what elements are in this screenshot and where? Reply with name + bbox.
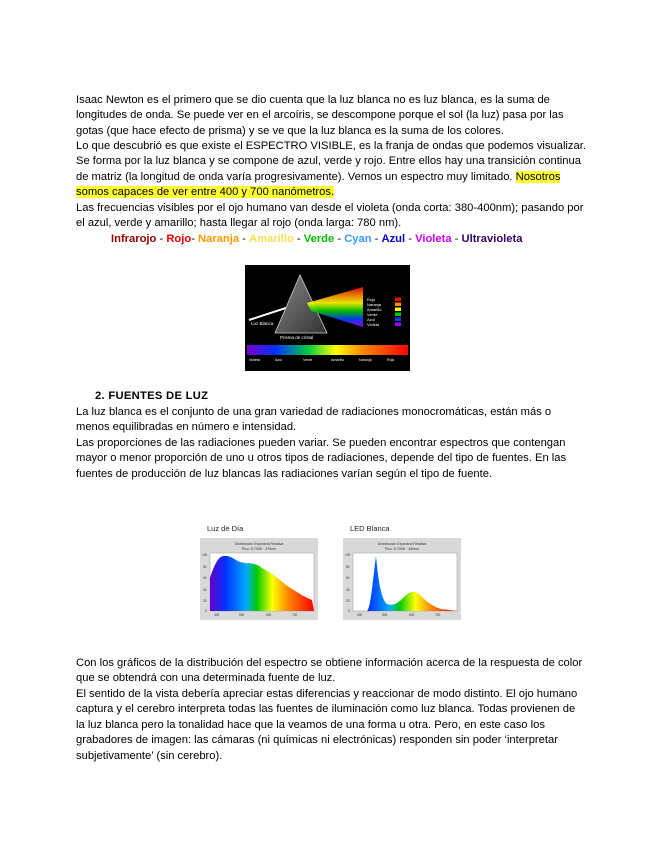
intro-paragraph-3: Las frecuencias visibles por el ojo humano van desde el violeta (onda corta: 380-400nm); pasando por el azul, verde y amarillo; hasta llegar al rojo (onda larga: 780 nm). [76,202,584,230]
daylight-spectrum-chart [200,538,318,620]
x-tick: 700 [435,613,441,617]
intro-paragraph-1: Isaac Newton es el primero que se dio cuenta que la luz blanca no es luz blanca, es la suma de longitudes de onda. Se puede ver en el arcoíris, se descompone porque el sol (la luz) pasa por las gotas (que hace efecto de prisma) y se ve que la luz blanca es la suma de los colores. [76,94,564,137]
y-tick: 60 [346,576,350,580]
legend-swatch [395,318,401,322]
y-tick: 0 [205,609,207,613]
color-word-naranja: Naranja [198,233,240,245]
spectrum-label: Rojo [387,358,395,362]
led-spectrum-chart [343,538,461,620]
x-tick: 500 [239,613,245,617]
y-tick: 40 [203,588,207,592]
color-word-amarillo: Amarillo [249,233,294,245]
spectrum-bar [247,345,408,355]
x-tick: 400 [357,613,363,617]
led-chart-title: Distribución Espectral Relativa [377,542,427,546]
legend-label: Naranja [367,302,382,307]
daylight-chart-svg [200,538,318,620]
y-tick: 100 [202,553,208,557]
y-tick: 40 [346,588,350,592]
x-tick: 600 [266,613,272,617]
led-chart-svg [343,538,461,620]
prism-illustration [245,265,410,371]
legend-label: Amarillo [367,307,382,312]
y-tick: 0 [348,609,350,613]
legend-swatch [395,298,401,302]
y-tick: 20 [203,599,207,603]
legend-swatch [395,323,401,327]
y-tick: 100 [345,553,351,557]
spectrum-label: Verde [303,358,313,362]
section2-paragraph-2: Las proporciones de las radiaciones pueden variar. Se pueden encontrar espectros que contengan mayor o menor proporción de uno u otros tipos de radiaciones, depende del tipo de fuentes. En las fuentes de producción de luz blancas las radiaciones varían según el tipo de fuente. [76,437,567,480]
prism-left-label: Luz Blanca [251,321,274,326]
y-tick: 80 [346,565,350,569]
color-word-azul: Azul [381,233,406,245]
intro-paragraph-2-text: Lo que descubrió es que existe el ESPECTRO VISIBLE, es la franja de ondas que podemos visualizar. Se forma por la luz blanca y se compone de azul, verde y rojo. Entre ellos hay una transición continua de matriz (la longitud de onda varía progresivamente). Vemos un espectro muy limitado. [76,140,586,183]
legend-swatch [395,303,401,307]
x-tick: 600 [409,613,415,617]
y-tick: 60 [203,576,207,580]
section2-paragraph-1: La luz blanca es el conjunto de una gran variedad de radiaciones monocromáticas, están más o menos equilibradas en número e intensidad. [76,406,552,434]
closing-paragraph-2: El sentido de la vista debería apreciar estas diferencias y reaccionar de modo distinto. El ojo humano captura y el cerebro interpreta todas las fuentes de iluminación como luz blanca. Todas provienen de la luz blanca pero la tonalidad hace que la veamos de una forma u otra. Pero, en este caso los grabadores de imagen: las cámaras (ni químicas ni electrónicas) responden sin poder ‘interpretar subjetivamente’ (sin cerebro). [76,688,578,762]
spectrum-color-list: Infrarojo - Rojo- Naranja - Amarillo - Verde - Cyan - Azul - Violeta - Ultravioleta [111,233,523,245]
prism-center-label: Prisma de cristal [280,335,314,340]
color-word-violeta: Violeta [415,233,452,245]
highlight-visible-range: Nosotros somos capaces de ver entre 400 y 700 nanómetros. [76,170,561,199]
legend-swatch [395,313,401,317]
x-tick: 700 [292,613,298,617]
y-tick: 80 [203,565,207,569]
section-heading-fuentes-de-luz: 2. FUENTES DE LUZ [95,390,209,402]
x-tick: 400 [214,613,220,617]
daylight-chart-subtitle: Pico: 5.700K · 475nm [241,547,277,551]
spectrum-label: Naranja [359,358,372,362]
prism-figure [245,265,410,371]
color-word-ultravioleta: Ultravioleta [461,233,523,245]
daylight-chart-caption: Luz de Día [207,524,244,533]
legend-label: Azul [367,317,375,322]
led-chart-subtitle: Pico: 5.700K · 450nm [384,547,420,551]
closing-paragraph-1: Con los gráficos de la distribución del espectro se obtiene información acerca de la respuesta de color que se obtendrá con una determinada fuente de luz. [76,657,583,685]
legend-label: Rojo [367,297,376,302]
led-chart-caption: LED Blanca [350,524,390,533]
spectrum-label: Violeta [249,358,260,362]
intro-paragraph-2 [76,139,586,201]
color-word-rojo: Rojo [166,233,192,245]
y-tick: 20 [346,599,350,603]
color-word-verde: Verde [303,233,335,245]
x-tick: 500 [382,613,388,617]
spectrum-label: Azul [275,358,282,362]
legend-label: Violeta [367,322,380,327]
daylight-chart-title: Distribución Espectral Relativa [234,542,284,546]
color-word-infrarojo: Infrarojo [111,233,157,245]
spectrum-label: Amarillo [331,358,344,362]
legend-label: Verde [367,312,378,317]
legend-swatch [395,308,401,312]
color-word-cyan: Cyan [344,233,372,245]
